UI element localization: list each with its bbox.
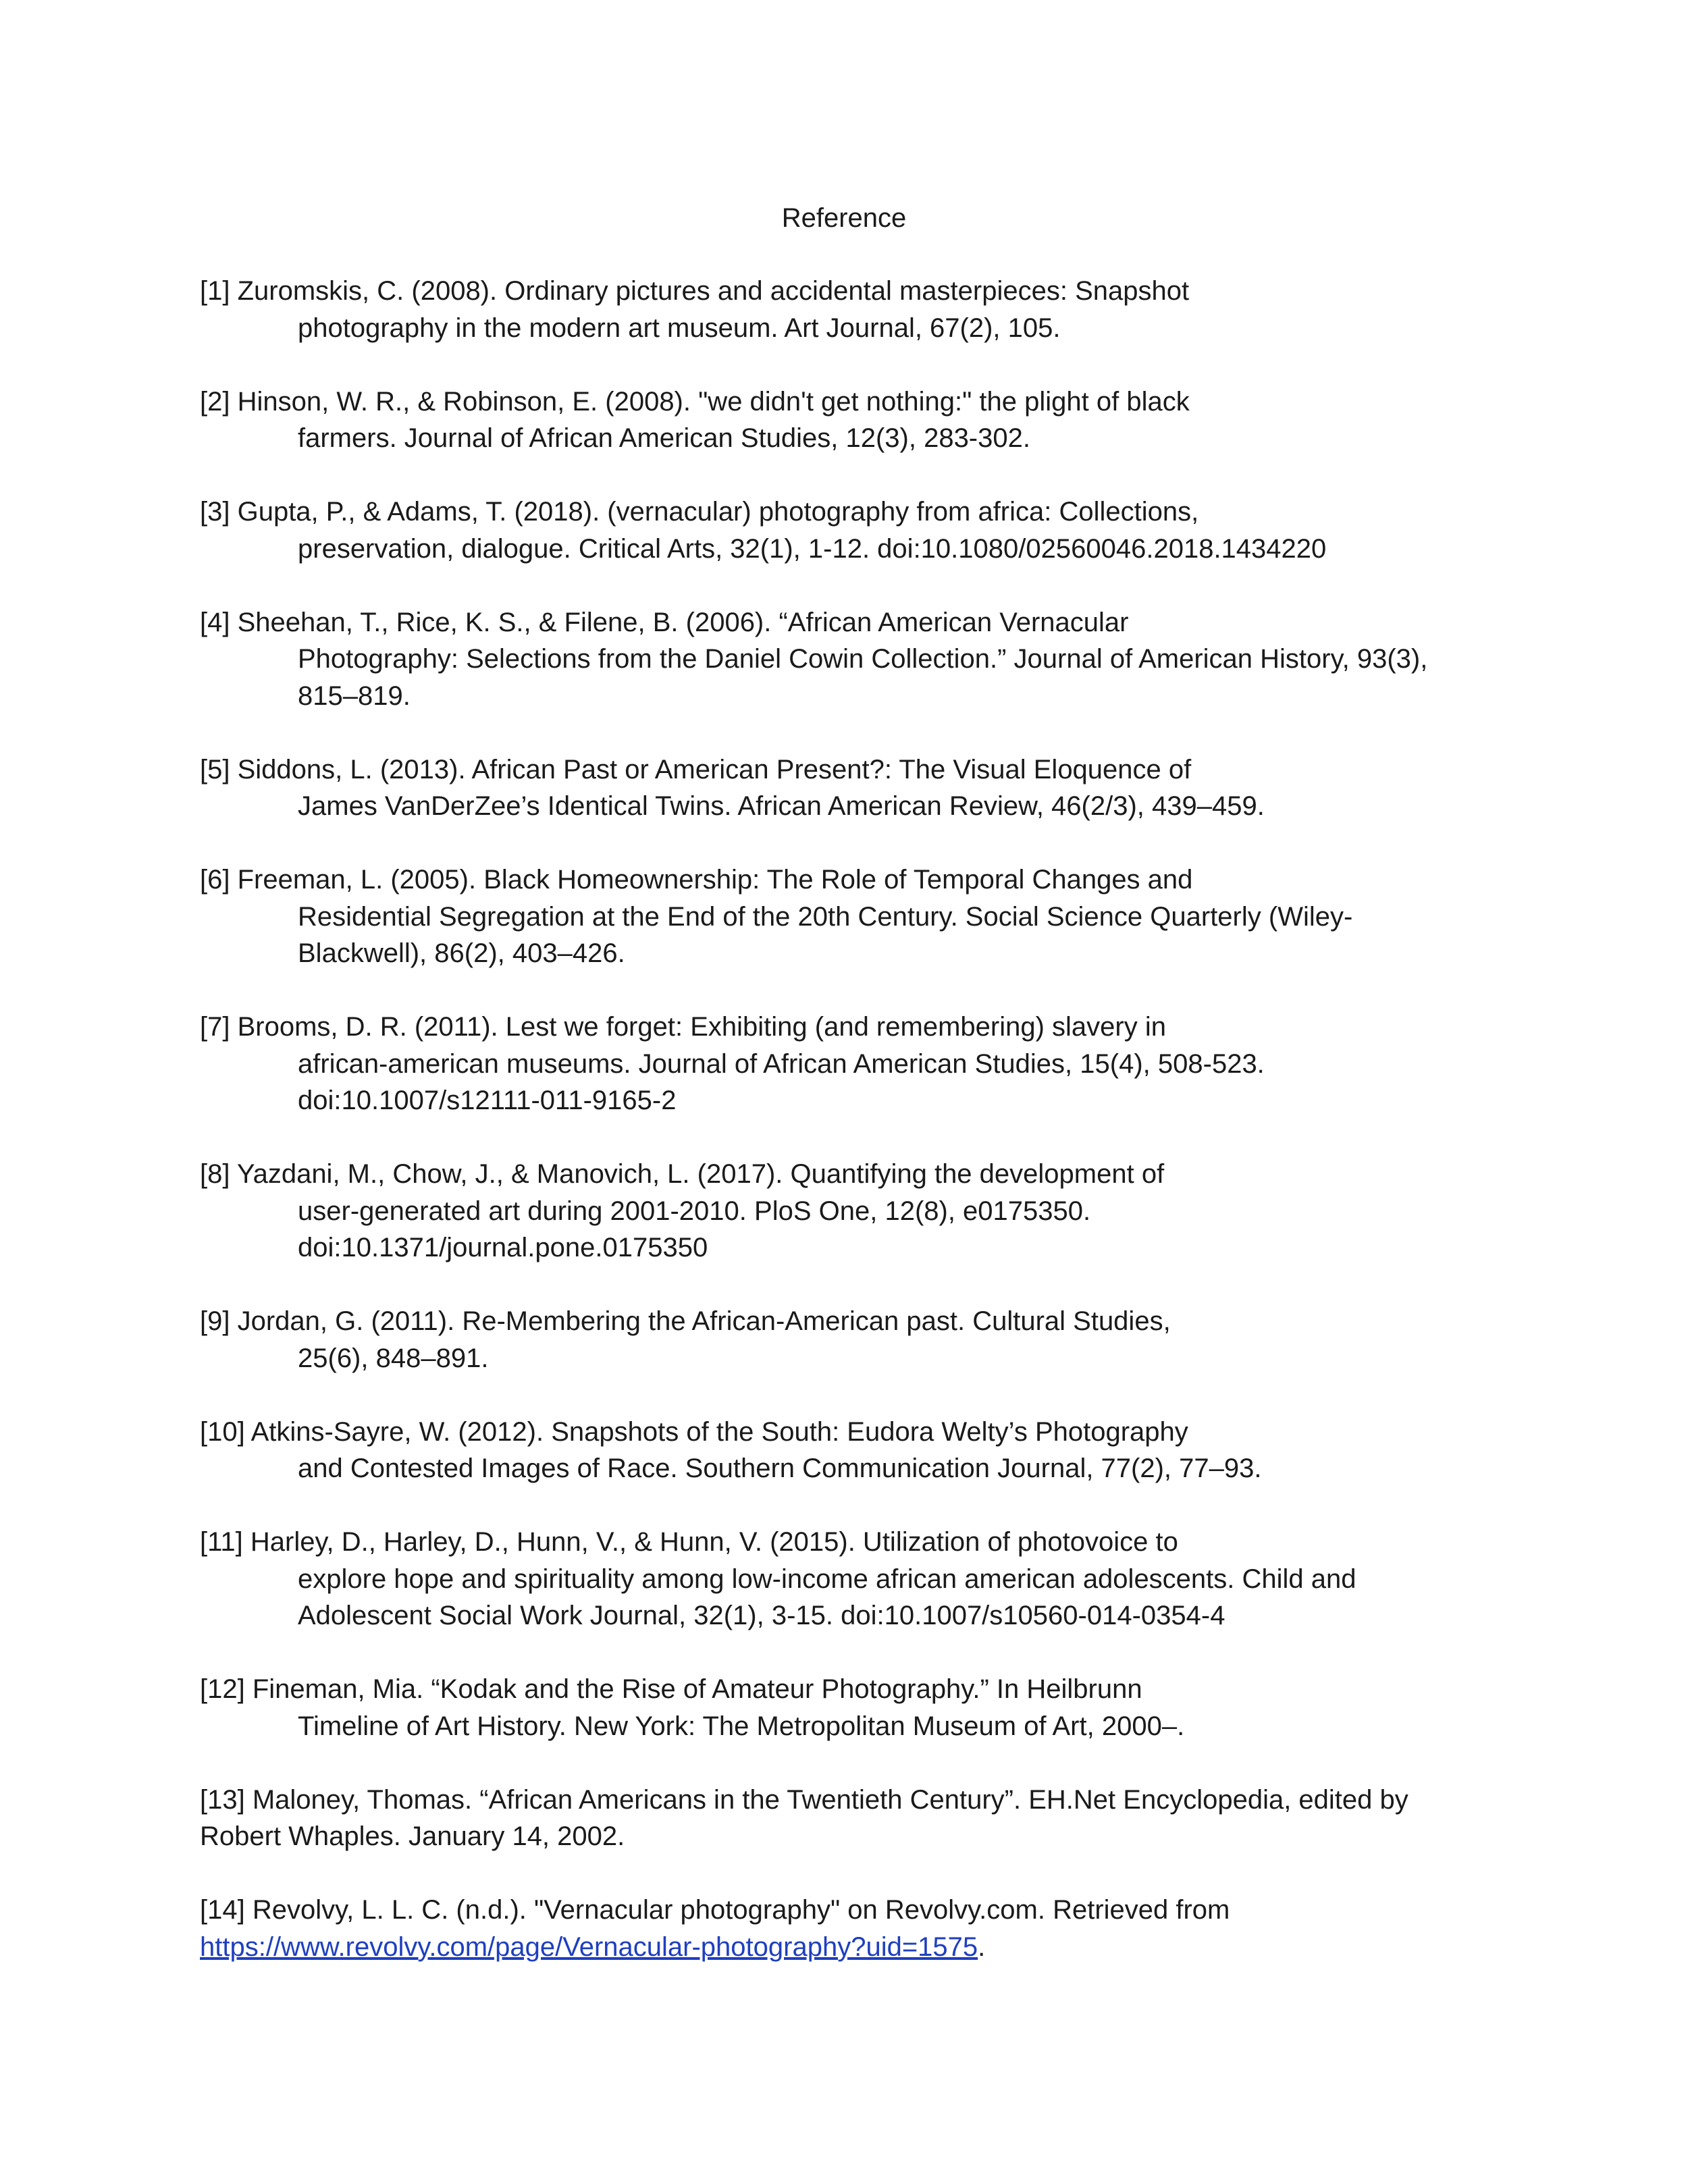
reference-item-3	[200, 494, 1510, 567]
reference-line: Timeline of Art History. New York: The Metropolitan Museum of Art, 2000–.	[298, 1711, 1185, 1741]
reference-line: [2] Hinson, W. R., & Robinson, E. (2008). "we didn't get nothing:" the plight of black	[200, 386, 1190, 417]
reference-line: [3] Gupta, P., & Adams, T. (2018). (vernacular) photography from africa: Collections,	[200, 497, 1199, 527]
reference-line: [13] Maloney, Thomas. “African Americans in the Twentieth Century”. EH.Net Encyclopedia, edited by	[200, 1784, 1408, 1815]
reference-item-8	[200, 1156, 1510, 1267]
trailing-period: .	[978, 1932, 986, 1962]
reference-item-9	[200, 1303, 1510, 1377]
reference-item-13	[200, 1782, 1510, 1855]
reference-line: farmers. Journal of African American Studies, 12(3), 283-302.	[298, 423, 1030, 453]
reference-item-4	[200, 604, 1510, 715]
reference-line: [14] Revolvy, L. L. C. (n.d.). "Vernacular photography" on Revolvy.com. Retrieved from	[200, 1895, 1230, 1925]
reference-line: Residential Segregation at the End of the 20th Century. Social Science Quarterly (Wiley-	[298, 901, 1353, 932]
reference-line: doi:10.1371/journal.pone.0175350	[298, 1233, 708, 1262]
reference-line: [7] Brooms, D. R. (2011). Lest we forget: Exhibiting (and remembering) slavery in	[200, 1012, 1166, 1042]
reference-line: african-american museums. Journal of African American Studies, 15(4), 508-523.	[298, 1048, 1265, 1079]
reference-item-7	[200, 1009, 1510, 1119]
reference-line: [8] Yazdani, M., Chow, J., & Manovich, L. (2017). Quantifying the development of	[200, 1159, 1165, 1189]
reference-line: [9] Jordan, G. (2011). Re-Membering the African-American past. Cultural Studies,	[200, 1306, 1171, 1336]
reference-line: [4] Sheehan, T., Rice, K. S., & Filene, B. (2006). “African American Vernacular	[200, 607, 1129, 637]
reference-line: [1] Zuromskis, C. (2008). Ordinary pictures and accidental masterpieces: Snapshot	[200, 276, 1190, 306]
reference-line: explore hope and spirituality among low-income african american adolescents. Child and	[298, 1564, 1356, 1594]
reference-line: [12] Fineman, Mia. “Kodak and the Rise of Amateur Photography.” In Heilbrunn	[200, 1674, 1142, 1704]
reference-item-12	[200, 1671, 1510, 1744]
reference-line	[200, 1929, 1510, 1966]
reference-item-6	[200, 861, 1510, 972]
reference-line: Robert Whaples. January 14, 2002.	[200, 1821, 625, 1851]
reference-line: and Contested Images of Race. Southern Communication Journal, 77(2), 77–93.	[298, 1454, 1262, 1483]
reference-line: 25(6), 848–891.	[298, 1343, 489, 1373]
page-title: Reference	[781, 203, 907, 233]
reference-item-2	[200, 383, 1510, 457]
reference-item-11	[200, 1524, 1510, 1634]
reference-line: [10] Atkins-Sayre, W. (2012). Snapshots of the South: Eudora Welty’s Photography	[200, 1416, 1188, 1447]
reference-item-1	[200, 273, 1510, 346]
reference-line: Photography: Selections from the Daniel Cowin Collection.” Journal of American History, 93(3),	[298, 644, 1428, 674]
reference-item-10	[200, 1414, 1510, 1487]
reference-line: [11] Harley, D., Harley, D., Hunn, V., & Hunn, V. (2015). Utilization of photovoice to	[200, 1527, 1178, 1557]
reference-line: photography in the modern art museum. Art Journal, 67(2), 105.	[298, 313, 1061, 343]
reference-item-14	[200, 1892, 1510, 1965]
reference-line: 815–819.	[298, 681, 411, 711]
reference-line: Blackwell), 86(2), 403–426.	[298, 938, 625, 968]
reference-line: doi:10.1007/s12111-011-9165-2	[298, 1086, 677, 1115]
reference-line: preservation, dialogue. Critical Arts, 32(1), 1-12. doi:10.1080/02560046.2018.1434220	[298, 533, 1327, 564]
reference-list	[200, 273, 1510, 2002]
reference-line: user-generated art during 2001-2010. PloS One, 12(8), e0175350.	[298, 1196, 1091, 1226]
revolvy-link[interactable]: https://www.revolvy.com/page/Vernacular-photography?uid=1575	[200, 1932, 978, 1962]
reference-line: Adolescent Social Work Journal, 32(1), 3-15. doi:10.1007/s10560-014-0354-4	[298, 1601, 1225, 1630]
reference-item-5	[200, 751, 1510, 825]
reference-line: [5] Siddons, L. (2013). African Past or American Present?: The Visual Eloquence of	[200, 754, 1192, 784]
reference-line: [6] Freeman, L. (2005). Black Homeownership: The Role of Temporal Changes and	[200, 865, 1193, 895]
reference-line: James VanDerZee’s Identical Twins. African American Review, 46(2/3), 439–459.	[298, 791, 1265, 821]
